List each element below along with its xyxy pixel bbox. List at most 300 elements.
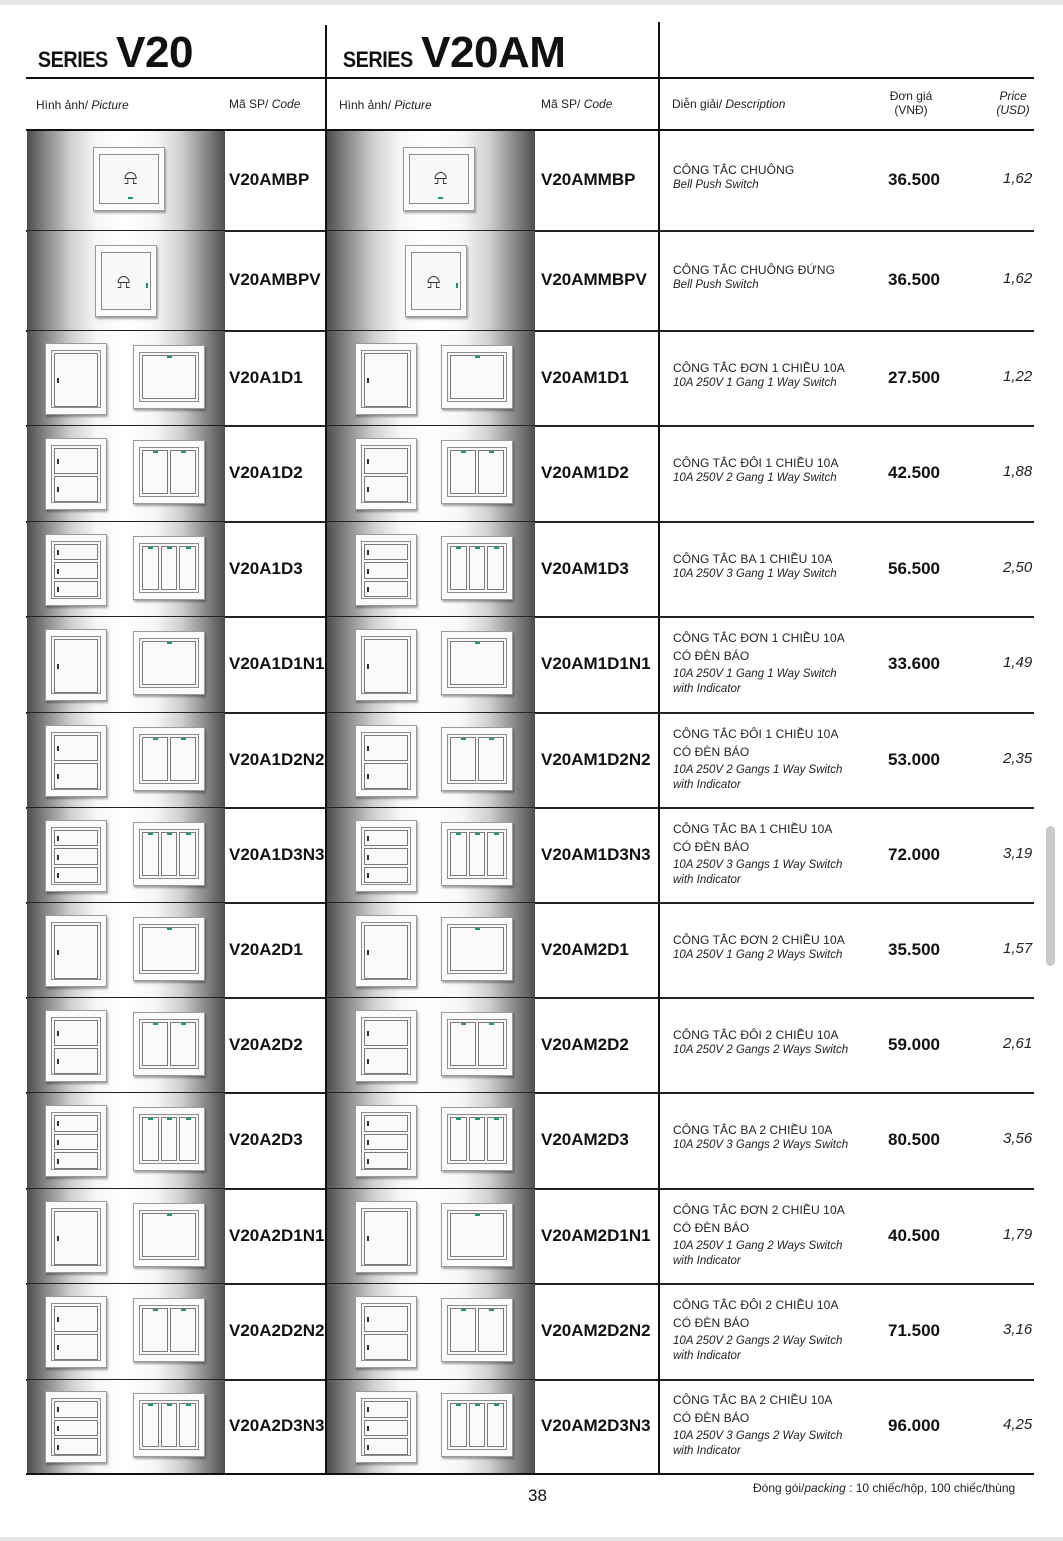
switch-face bbox=[139, 638, 199, 688]
switch-plate-vertical bbox=[355, 820, 417, 892]
indicator-led bbox=[475, 1214, 480, 1216]
indicator-led bbox=[57, 1140, 59, 1145]
bell-icon: ⍾ bbox=[427, 271, 441, 293]
switch-face bbox=[447, 924, 507, 974]
header-top-rule bbox=[26, 77, 1034, 79]
switch-plate-vertical bbox=[405, 245, 467, 317]
indicator-led bbox=[153, 738, 158, 740]
indicator-led bbox=[456, 547, 461, 549]
gang-rocker bbox=[478, 737, 504, 781]
indicator-led bbox=[367, 1445, 369, 1450]
switch-face bbox=[409, 154, 469, 204]
gang-rocker bbox=[170, 737, 196, 781]
switch-face bbox=[51, 827, 101, 885]
price-usd: 1,79 bbox=[1003, 1225, 1033, 1243]
product-code-v20: V20A1D3 bbox=[229, 558, 303, 578]
indicator-led bbox=[367, 664, 369, 669]
header-price-usd: Price (USD) bbox=[996, 89, 1030, 117]
switch-plate-horizontal bbox=[441, 345, 513, 409]
header-code: Mã SP/ Code bbox=[229, 97, 301, 111]
switch-plate-horizontal bbox=[133, 345, 205, 409]
packing-note: Đóng gói/packing : 10 chiếc/hộp, 100 chiếc/thùng bbox=[753, 1481, 1016, 1495]
price-usd: 1,49 bbox=[1003, 654, 1033, 671]
price-usd: 3,16 bbox=[1003, 1321, 1033, 1338]
description-vn-line2: CÓ ĐÈN BÁO bbox=[673, 839, 750, 854]
description-en: 10A 250V 3 Gang 1 Way Switch bbox=[673, 567, 837, 580]
gang-rocker bbox=[450, 1403, 467, 1447]
gang-rocker bbox=[469, 1117, 486, 1161]
gang-rocker bbox=[54, 1401, 98, 1418]
switch-face bbox=[51, 350, 101, 408]
gang-rocker bbox=[469, 1403, 486, 1447]
switch-plate-vertical bbox=[45, 534, 107, 606]
switch-face bbox=[361, 636, 411, 694]
indicator-led bbox=[167, 833, 172, 835]
indicator-led bbox=[181, 1309, 186, 1311]
switch-face bbox=[139, 829, 199, 879]
indicator-led bbox=[494, 1118, 499, 1120]
indicator-led bbox=[148, 833, 153, 835]
gang-rocker bbox=[478, 1022, 504, 1066]
product-code-v20am: V20AM2D3N3 bbox=[541, 1416, 651, 1435]
switch-face bbox=[139, 1400, 199, 1450]
description-vn: CÔNG TẮC BA 1 CHIỀU 10A bbox=[673, 551, 833, 566]
gang-rocker bbox=[142, 832, 159, 876]
product-code-v20am: V20AM1D1 bbox=[541, 367, 629, 387]
switch-plate-vertical bbox=[45, 915, 107, 987]
product-code-v20: V20A2D2N2 bbox=[229, 1321, 325, 1340]
product-description bbox=[673, 933, 845, 963]
switch-plate-horizontal bbox=[133, 536, 205, 600]
gang-rocker bbox=[364, 639, 408, 693]
switch-plate-vertical bbox=[45, 725, 107, 797]
product-code-v20am: V20AMMBP bbox=[541, 170, 636, 189]
price-vnd: 53.000 bbox=[888, 749, 940, 769]
switch-plate-horizontal bbox=[133, 822, 205, 886]
gang-rocker bbox=[142, 737, 168, 781]
product-description bbox=[673, 552, 837, 582]
product-code-v20am: V20AM1D1N1 bbox=[541, 654, 651, 673]
description-vn: CÔNG TẮC ĐÔI 1 CHIỀU 10A bbox=[673, 456, 839, 470]
switch-plate-horizontal bbox=[133, 727, 205, 791]
indicator-led bbox=[367, 587, 369, 592]
switch-plate-vertical bbox=[45, 438, 107, 510]
description-en-line2: with Indicator bbox=[673, 873, 741, 886]
description-vn: CÔNG TẮC CHUÔNG bbox=[673, 163, 795, 177]
product-description bbox=[673, 456, 839, 486]
switch-plate-vertical bbox=[45, 343, 107, 415]
switch-plate-vertical bbox=[355, 1010, 417, 1082]
switch-plate-vertical bbox=[355, 343, 417, 415]
price-usd: 2,50 bbox=[1003, 558, 1033, 576]
gang-rocker bbox=[161, 1117, 178, 1161]
description-vn: CÔNG TẮC BA 2 CHIỀU 10A bbox=[673, 1123, 833, 1137]
gang-rocker bbox=[179, 1117, 196, 1161]
product-description bbox=[673, 1203, 845, 1269]
indicator-led bbox=[128, 197, 133, 199]
switch-face bbox=[51, 732, 101, 790]
indicator-led bbox=[146, 283, 148, 288]
gang-rocker bbox=[142, 450, 168, 494]
gang-rocker bbox=[450, 832, 467, 876]
switch-face bbox=[139, 1019, 199, 1069]
indicator-led bbox=[367, 550, 369, 555]
gang-rocker bbox=[54, 925, 98, 979]
gang-rocker bbox=[450, 1308, 476, 1352]
description-vn: CÔNG TẮC ĐÔI 1 CHIỀU 10A bbox=[673, 726, 839, 741]
indicator-led bbox=[456, 833, 461, 835]
column-divider-description bbox=[658, 22, 660, 1474]
gang-rocker bbox=[54, 562, 98, 579]
indicator-led bbox=[153, 1023, 158, 1025]
switch-face bbox=[361, 1398, 411, 1456]
gang-rocker bbox=[142, 641, 196, 685]
indicator-led bbox=[181, 451, 186, 453]
gang-rocker bbox=[54, 353, 98, 407]
gang-rocker bbox=[170, 450, 196, 494]
gang-rocker bbox=[364, 1115, 408, 1132]
price-vnd: 40.500 bbox=[888, 1225, 940, 1245]
gang-rocker bbox=[364, 1401, 408, 1418]
description-en: 10A 250V 2 Gang 1 Way Switch bbox=[673, 472, 837, 484]
indicator-led bbox=[57, 1345, 59, 1350]
price-vnd: 36.500 bbox=[888, 270, 940, 289]
gang-rocker bbox=[487, 1117, 504, 1161]
gang-rocker bbox=[179, 546, 196, 590]
switch-plate-vertical bbox=[355, 1201, 417, 1273]
gang-rocker bbox=[54, 1115, 98, 1132]
indicator-led bbox=[367, 487, 369, 492]
indicator-led bbox=[57, 1059, 59, 1064]
indicator-led bbox=[475, 1404, 480, 1406]
product-code-v20: V20A1D2 bbox=[229, 463, 303, 482]
product-code-v20: V20A2D2 bbox=[229, 1034, 303, 1054]
switch-face bbox=[447, 1305, 507, 1355]
indicator-led bbox=[475, 356, 480, 358]
description-en: Bell Push Switch bbox=[673, 279, 759, 291]
indicator-led bbox=[181, 738, 186, 740]
product-description bbox=[673, 1298, 842, 1364]
gang-rocker bbox=[364, 1306, 408, 1332]
series-name: V20 bbox=[116, 28, 193, 77]
description-en: 10A 250V 3 Gangs 2 Ways Switch bbox=[673, 1139, 849, 1151]
indicator-led bbox=[461, 738, 466, 740]
indicator-led bbox=[367, 1407, 369, 1412]
description-en: 10A 250V 2 Gangs 2 Way Switch bbox=[673, 1335, 843, 1347]
switch-face bbox=[411, 252, 461, 310]
switch-face bbox=[361, 922, 411, 980]
product-description bbox=[673, 1028, 848, 1058]
gang-rocker bbox=[142, 1022, 168, 1066]
gang-rocker bbox=[364, 830, 408, 847]
indicator-led bbox=[438, 197, 443, 199]
price-usd: 1,88 bbox=[1003, 463, 1033, 480]
gang-rocker bbox=[364, 925, 408, 979]
indicator-led bbox=[167, 1404, 172, 1406]
gang-rocker bbox=[54, 476, 98, 502]
description-vn-line2: CÓ ĐÈN BÁO bbox=[673, 649, 750, 663]
indicator-led bbox=[367, 873, 369, 878]
product-description bbox=[673, 263, 835, 293]
gang-rocker bbox=[54, 1420, 98, 1437]
switch-plate-horizontal bbox=[133, 917, 205, 981]
indicator-led bbox=[367, 1140, 369, 1145]
description-vn: CÔNG TẮC ĐƠN 1 CHIỀU 10A bbox=[673, 360, 845, 375]
product-code-v20am: V20AM1D3 bbox=[541, 558, 629, 578]
column-divider-series bbox=[325, 25, 327, 1474]
gang-rocker bbox=[161, 546, 178, 590]
indicator-led bbox=[57, 1317, 59, 1322]
scrollbar-thumb[interactable] bbox=[1046, 826, 1055, 966]
switch-face bbox=[447, 1210, 507, 1260]
gang-rocker bbox=[54, 848, 98, 865]
indicator-led bbox=[367, 1059, 369, 1064]
switch-plate-vertical bbox=[355, 534, 417, 606]
indicator-led bbox=[57, 587, 59, 592]
indicator-led bbox=[148, 1404, 153, 1406]
product-description bbox=[673, 163, 794, 193]
indicator-led bbox=[57, 1407, 59, 1412]
description-en: 10A 250V 1 Gang 2 Ways Switch bbox=[673, 948, 843, 961]
switch-face bbox=[51, 636, 101, 694]
gang-rocker bbox=[54, 735, 98, 761]
switch-plate-horizontal bbox=[133, 440, 205, 504]
product-code-v20: V20A1D2N2 bbox=[229, 749, 325, 769]
switch-face bbox=[139, 1305, 199, 1355]
gang-rocker bbox=[469, 832, 486, 876]
price-vnd: 35.500 bbox=[888, 939, 940, 959]
switch-plate-vertical bbox=[355, 1105, 417, 1177]
switch-plate-vertical bbox=[45, 1010, 107, 1082]
switch-face bbox=[51, 1017, 101, 1075]
switch-plate-horizontal bbox=[441, 1203, 513, 1267]
switch-face bbox=[447, 638, 507, 688]
gang-rocker bbox=[161, 1403, 178, 1447]
indicator-led bbox=[367, 459, 369, 464]
indicator-led bbox=[494, 547, 499, 549]
gang-rocker bbox=[364, 1334, 408, 1360]
gang-rocker bbox=[161, 832, 178, 876]
indicator-led bbox=[148, 547, 153, 549]
bottom-border bbox=[0, 1537, 1063, 1541]
description-vn: CÔNG TẮC ĐƠN 2 CHIỀU 10A bbox=[673, 932, 845, 947]
indicator-led bbox=[57, 1159, 59, 1164]
price-usd: 1,22 bbox=[1003, 367, 1033, 385]
gang-rocker bbox=[54, 1306, 98, 1332]
description-en: 10A 250V 3 Gangs 1 Way Switch bbox=[673, 858, 843, 871]
product-code-v20: V20A1D1N1 bbox=[229, 654, 325, 673]
switch-plate-vertical bbox=[45, 1105, 107, 1177]
indicator-led bbox=[57, 774, 59, 779]
header-description: Diễn giải/ Description bbox=[672, 97, 786, 111]
switch-face bbox=[51, 1112, 101, 1170]
switch-plate-vertical bbox=[355, 629, 417, 701]
price-vnd: 80.500 bbox=[888, 1130, 940, 1149]
indicator-led bbox=[57, 836, 59, 841]
product-code-v20am: V20AM2D1 bbox=[541, 939, 629, 959]
switch-face bbox=[139, 1210, 199, 1260]
product-code-v20am: V20AM1D2 bbox=[541, 463, 629, 482]
price-usd: 4,25 bbox=[1003, 1416, 1033, 1433]
gang-rocker bbox=[54, 1438, 98, 1455]
switch-face bbox=[139, 352, 199, 402]
switch-plate-horizontal bbox=[441, 1298, 513, 1362]
price-vnd: 96.000 bbox=[888, 1416, 940, 1435]
switch-face bbox=[51, 1208, 101, 1266]
switch-face bbox=[447, 1019, 507, 1069]
gang-rocker bbox=[142, 355, 196, 399]
indicator-led bbox=[475, 547, 480, 549]
switch-face bbox=[99, 154, 159, 204]
switch-face bbox=[139, 447, 199, 497]
description-en-line2: with Indicator bbox=[673, 683, 741, 695]
price-usd: 2,61 bbox=[1003, 1034, 1033, 1052]
switch-plate-vertical bbox=[45, 1391, 107, 1463]
bell-icon: ⍾ bbox=[117, 271, 131, 293]
price-usd: 3,56 bbox=[1003, 1130, 1033, 1147]
indicator-led bbox=[367, 1317, 369, 1322]
gang-rocker bbox=[54, 1048, 98, 1074]
product-code-v20: V20A1D1 bbox=[229, 367, 303, 387]
price-usd: 2,35 bbox=[1003, 749, 1033, 767]
gang-rocker bbox=[487, 546, 504, 590]
gang-rocker bbox=[54, 867, 98, 884]
description-en-line2: with Indicator bbox=[673, 1350, 741, 1362]
description-en-line2: with Indicator bbox=[673, 778, 741, 791]
switch-plate-horizontal bbox=[441, 917, 513, 981]
gang-rocker bbox=[54, 830, 98, 847]
gang-rocker bbox=[487, 1403, 504, 1447]
gang-rocker bbox=[54, 1020, 98, 1046]
switch-face bbox=[139, 1114, 199, 1164]
switch-face bbox=[361, 732, 411, 790]
gang-rocker bbox=[54, 1334, 98, 1360]
switch-face bbox=[361, 1112, 411, 1170]
switch-plate-vertical bbox=[45, 820, 107, 892]
switch-face bbox=[361, 541, 411, 599]
indicator-led bbox=[57, 1031, 59, 1036]
description-en: 10A 250V 2 Gangs 1 Way Switch bbox=[673, 763, 843, 776]
indicator-led bbox=[57, 746, 59, 751]
switch-face bbox=[51, 541, 101, 599]
switch-plate-horizontal bbox=[441, 440, 513, 504]
switch-plate-horizontal bbox=[441, 1012, 513, 1076]
indicator-led bbox=[167, 642, 172, 644]
indicator-led bbox=[148, 1118, 153, 1120]
indicator-led bbox=[367, 378, 369, 383]
product-description bbox=[673, 822, 842, 888]
indicator-led bbox=[461, 1023, 466, 1025]
gang-rocker bbox=[54, 639, 98, 693]
switch-plate-vertical bbox=[95, 245, 157, 317]
indicator-led bbox=[456, 1118, 461, 1120]
header-code-am: Mã SP/ Code bbox=[541, 97, 613, 111]
indicator-led bbox=[367, 774, 369, 779]
indicator-led bbox=[367, 855, 369, 860]
indicator-led bbox=[367, 1121, 369, 1126]
indicator-led bbox=[367, 950, 369, 955]
indicator-led bbox=[494, 833, 499, 835]
gang-rocker bbox=[450, 1022, 476, 1066]
indicator-led bbox=[475, 1118, 480, 1120]
switch-plate-horizontal bbox=[441, 631, 513, 695]
description-en: 10A 250V 3 Gangs 2 Way Switch bbox=[673, 1430, 843, 1442]
switch-plate-horizontal bbox=[441, 1393, 513, 1457]
indicator-led bbox=[153, 451, 158, 453]
description-vn: CÔNG TẮC BA 2 CHIỀU 10A bbox=[673, 1393, 833, 1407]
product-code-v20am: V20AM2D2N2 bbox=[541, 1321, 651, 1340]
product-code-v20am: V20AM1D2N2 bbox=[541, 749, 651, 769]
switch-plate-vertical bbox=[355, 1296, 417, 1368]
gang-rocker bbox=[142, 546, 159, 590]
gang-rocker bbox=[142, 927, 196, 971]
indicator-led bbox=[461, 451, 466, 453]
gang-rocker bbox=[450, 355, 504, 399]
indicator-led bbox=[367, 1236, 369, 1241]
switch-plate-horizontal bbox=[133, 631, 205, 695]
product-code-v20am: V20AM2D3 bbox=[541, 1130, 629, 1149]
switch-face bbox=[51, 922, 101, 980]
switch-face bbox=[447, 352, 507, 402]
header-picture: Hình ảnh/ Picture bbox=[36, 98, 129, 112]
bell-icon: ⍾ bbox=[434, 167, 448, 189]
product-code-v20: V20AMBPV bbox=[229, 270, 321, 289]
top-border bbox=[0, 0, 1063, 5]
switch-plate-vertical bbox=[355, 438, 417, 510]
indicator-led bbox=[489, 738, 494, 740]
series-v20am-title bbox=[339, 28, 565, 78]
description-vn: CÔNG TẮC CHUÔNG ĐỨNG bbox=[673, 263, 836, 277]
gang-rocker bbox=[450, 1213, 504, 1257]
gang-rocker bbox=[364, 1048, 408, 1074]
indicator-led bbox=[489, 1309, 494, 1311]
series-prefix: SERIES bbox=[342, 47, 413, 72]
switch-plate-vertical bbox=[355, 915, 417, 987]
product-code-v20: V20A2D3N3 bbox=[229, 1416, 325, 1435]
description-en-line2: with Indicator bbox=[673, 1254, 741, 1267]
description-vn: CÔNG TẮC ĐƠN 1 CHIỀU 10A bbox=[673, 631, 845, 645]
price-vnd: 42.500 bbox=[888, 463, 940, 482]
gang-rocker bbox=[364, 581, 408, 598]
indicator-led bbox=[456, 283, 458, 288]
indicator-led bbox=[153, 1309, 158, 1311]
switch-face bbox=[139, 924, 199, 974]
product-code-v20am: V20AM2D2 bbox=[541, 1034, 629, 1054]
gang-rocker bbox=[364, 848, 408, 865]
indicator-led bbox=[57, 1426, 59, 1431]
product-code-v20am: V20AM2D1N1 bbox=[541, 1225, 651, 1245]
description-vn-line2: CÓ ĐÈN BÁO bbox=[673, 1316, 750, 1330]
indicator-led bbox=[367, 746, 369, 751]
switch-face bbox=[101, 252, 151, 310]
indicator-led bbox=[475, 642, 480, 644]
description-vn: CÔNG TẮC ĐÔI 2 CHIỀU 10A bbox=[673, 1298, 839, 1312]
indicator-led bbox=[494, 1404, 499, 1406]
switch-face bbox=[361, 445, 411, 503]
description-en: 10A 250V 1 Gang 1 Way Switch bbox=[673, 668, 837, 680]
switch-face bbox=[447, 1114, 507, 1164]
product-code-v20: V20A1D3N3 bbox=[229, 844, 325, 864]
indicator-led bbox=[367, 1426, 369, 1431]
switch-plate-vertical bbox=[355, 725, 417, 797]
price-vnd: 72.000 bbox=[888, 844, 940, 864]
price-usd: 3,19 bbox=[1003, 844, 1033, 862]
gang-rocker bbox=[364, 1211, 408, 1265]
switch-plate-horizontal bbox=[93, 147, 165, 211]
gang-rocker bbox=[364, 562, 408, 579]
gang-rocker bbox=[364, 1152, 408, 1169]
switch-face bbox=[51, 1398, 101, 1456]
